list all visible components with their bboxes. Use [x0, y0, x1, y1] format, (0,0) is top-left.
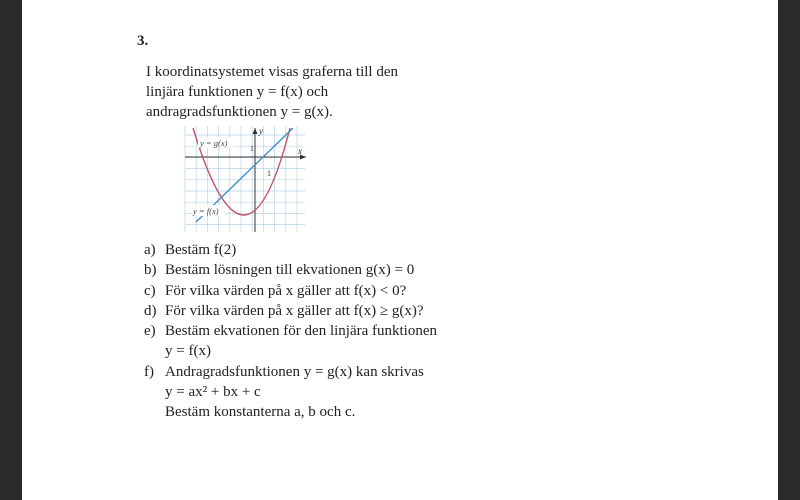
question-label: b)	[144, 262, 157, 279]
intro-line-1: I koordinatsystemet visas graferna till den	[146, 64, 399, 80]
question-label: f)	[144, 363, 154, 380]
question-item	[144, 240, 544, 260]
question-item	[144, 301, 544, 321]
coordinate-graph	[165, 124, 310, 234]
intro-text	[146, 62, 476, 122]
question-text: För vilka värden på x gäller att f(x) ≥ g(x)?	[165, 302, 424, 319]
y-axis-arrow	[253, 128, 258, 134]
question-text: Andragradsfunktionen y = g(x) kan skrivas	[165, 363, 424, 380]
question-label: e)	[144, 323, 156, 340]
intro-line-2: linjära funktionen y = f(x) och	[146, 84, 329, 100]
label-f: y = f(x)	[193, 206, 219, 216]
question-label: c)	[144, 282, 156, 299]
tick-x-label: 1	[267, 169, 271, 178]
question-text: Bestäm lösningen till ekvationen g(x) = 0	[165, 262, 415, 279]
document-page	[22, 0, 778, 500]
question-continuation: y = ax² + bx + c	[165, 384, 261, 401]
intro-line-3: andragradsfunktionen y = g(x).	[146, 104, 333, 120]
axis-x-label: x	[298, 146, 302, 156]
question-text: Bestäm f(2)	[165, 242, 237, 258]
question-item	[144, 260, 544, 280]
question-text: Bestäm ekvationen för den linjära funktionen	[165, 323, 437, 340]
question-item	[144, 362, 544, 382]
question-text: För vilka värden på x gäller att f(x) < 0?	[165, 282, 407, 299]
tick-y-label: 1	[250, 144, 254, 153]
question-item	[144, 321, 544, 341]
label-g: y = g(x)	[200, 138, 228, 148]
axis-y-label: y	[259, 126, 263, 136]
question-continuation: y = f(x)	[165, 343, 211, 360]
question-list	[144, 240, 544, 423]
problem-number: 3.	[137, 33, 149, 49]
question-label: d)	[144, 302, 157, 319]
question-item	[144, 281, 544, 301]
question-continuation: Bestäm konstanterna a, b och c.	[165, 404, 356, 421]
question-label: a)	[144, 242, 156, 258]
